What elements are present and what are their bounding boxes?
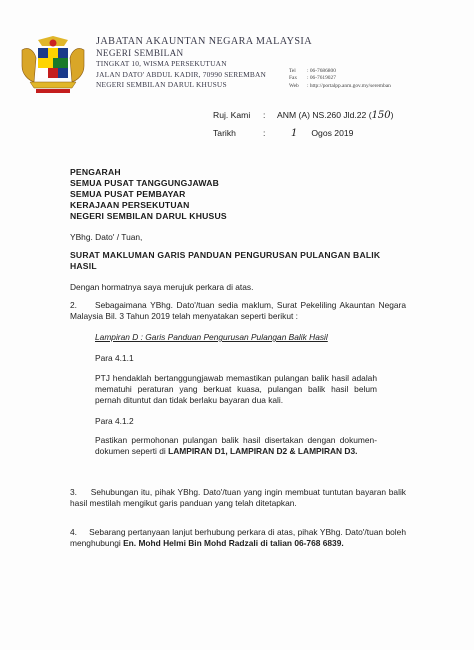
paragraph-2	[70, 300, 406, 322]
address-line: JALAN DATO' ABDUL KADIR, 70990 SEREMBAN	[96, 69, 267, 79]
reference-value: ANM (A) NS.260 Jld.22 (	[277, 110, 372, 120]
agency-address	[96, 59, 312, 91]
para-label: Para 4.1.2	[95, 416, 134, 426]
paragraph-number: 3.	[70, 487, 77, 497]
recipient-line: SEMUA PUSAT PEMBAYAR	[70, 189, 186, 199]
fax-row	[289, 75, 391, 82]
colon: :	[263, 128, 266, 138]
paragraph-4	[70, 527, 406, 549]
recipient-line: PENGARAH	[70, 167, 121, 177]
lampiran-heading: Lampiran D : Garis Panduan Pengurusan Pulangan Balik Hasil	[95, 332, 328, 342]
reference-block	[213, 110, 394, 146]
agency-state: NEGERI SEMBILAN	[96, 48, 184, 58]
paragraph-text: Sehubungan itu, pihak YBhg. Dato'/tuan yang ingin membuat tuntutan bayaran balik hasil mestilah mengikut garis panduan yang telah ditetapkan.	[70, 487, 406, 508]
malaysia-coat-of-arms-logo	[20, 36, 86, 94]
contact-info	[289, 68, 391, 90]
recipient-line: KERAJAAN PERSEKUTUAN	[70, 200, 190, 210]
para-label: Para 4.1.1	[95, 353, 134, 363]
para-text-plain: Pastikan permohonan pulangan balik hasil disertakan dengan dokumen-dokumen seperti di	[95, 435, 377, 456]
reference-close: )	[390, 110, 394, 120]
para-text: PTJ hendaklah bertanggungjawab memastikan pulangan balik hasil adalah mematuhi peraturan yang berkuat kuasa, pulangan balik hasil belum pernah dituntut dan tidak berlaku bayaran dua kali.	[95, 373, 377, 405]
web-row	[289, 83, 391, 90]
date-handwritten-day: 1	[291, 128, 298, 139]
date-value: Ogos 2019	[311, 128, 354, 138]
agency-name: JABATAN AKAUNTAN NEGARA MALAYSIA	[96, 36, 312, 47]
paragraph-number: 4.	[70, 527, 77, 537]
web-label: Web	[289, 82, 299, 89]
paragraph-text: Sebagaimana YBhg. Dato'/tuan sedia maklum, Surat Pekeliling Akauntan Negara Malaysia Bil. 3 Tahun 2019 telah menyatakan seperti berikut :	[70, 300, 406, 321]
reference-label: Ruj. Kami	[213, 110, 251, 120]
subject-line: SURAT MAKLUMAN GARIS PANDUAN PENGURUSAN PULANGAN BALIK HASIL	[70, 250, 381, 271]
tel-label: Tel	[289, 68, 296, 74]
date-label: Tarikh	[213, 128, 236, 138]
colon: :	[263, 110, 266, 120]
paragraph-text: Sebarang pertanyaan lanjut berhubung perkara di atas, pihak YBhg. Dato'/tuan boleh menghubungi	[70, 527, 406, 548]
address-line: NEGERI SEMBILAN DARUL KHUSUS	[96, 80, 227, 89]
web-value: : http://portalpp.anm.gov.my/seremban	[307, 82, 391, 89]
para-text-bold: LAMPIRAN D1, LAMPIRAN D2 & LAMPIRAN D3.	[168, 445, 358, 456]
tel-value: : 06-7686800	[307, 68, 336, 74]
para-text	[95, 435, 377, 457]
fax-label: Fax	[289, 75, 298, 82]
recipient-address	[70, 167, 227, 222]
opening-paragraph: Dengan hormatnya saya merujuk perkara di atas.	[70, 282, 254, 292]
tel-row	[289, 68, 391, 75]
fax-value: : 06-7619027	[307, 75, 336, 82]
reference-handwritten-number: 150	[371, 110, 391, 121]
contact-person: En. Mohd Helmi Bin Mohd Radzali di talian 06-768 6839.	[123, 537, 344, 548]
date-row	[213, 128, 394, 146]
paragraph-number: 2.	[70, 300, 77, 310]
reference-row	[213, 110, 394, 128]
paragraph-3	[70, 487, 406, 509]
salutation: YBhg. Dato' / Tuan,	[70, 232, 143, 242]
letterhead	[96, 36, 312, 91]
address-line: TINGKAT 10, WISMA PERSEKUTUAN	[96, 59, 227, 68]
recipient-line: NEGERI SEMBILAN DARUL KHUSUS	[70, 211, 227, 221]
recipient-line: SEMUA PUSAT TANGGUNGJAWAB	[70, 178, 220, 188]
